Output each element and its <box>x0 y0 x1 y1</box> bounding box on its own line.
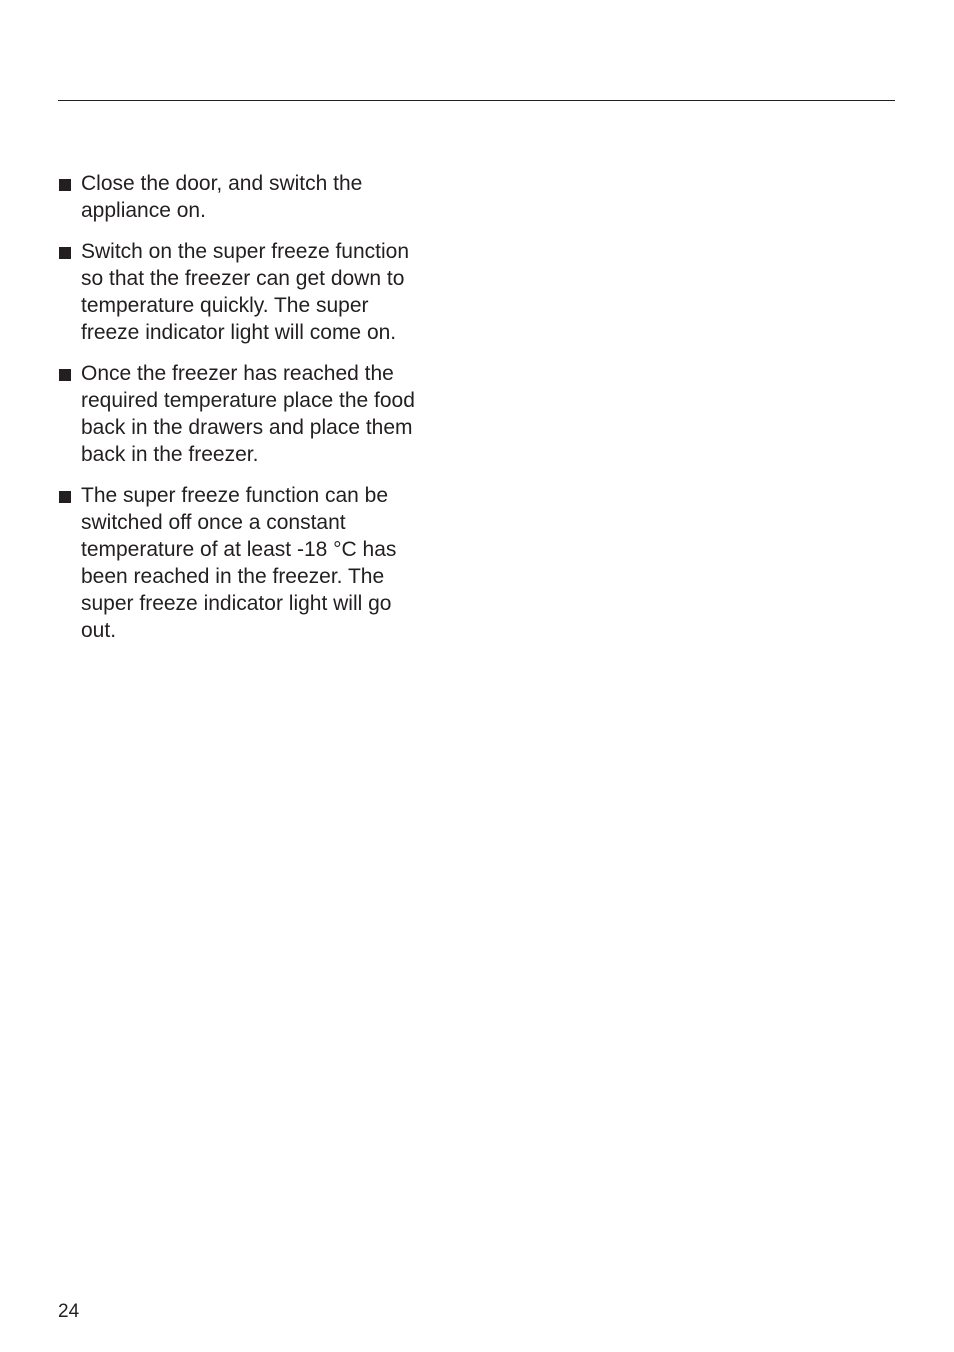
list-item-text: Switch on the super freeze function so that the freezer can get down to temperature quickly. The super freeze indicator light will come on. <box>81 240 410 344</box>
list-item <box>58 170 458 224</box>
square-bullet-icon <box>59 179 71 191</box>
instruction-list <box>58 170 458 658</box>
square-bullet-icon <box>59 247 71 259</box>
list-item <box>58 238 458 346</box>
page-number: 24 <box>58 1301 80 1322</box>
list-item-text: The super freeze function can be switched off once a constant temperature of at least -18 °C has been reached in the freezer. The super freeze indicator light will go out. <box>81 484 397 642</box>
list-item <box>58 360 458 468</box>
list-item-text: Close the door, and switch the appliance on. <box>81 172 363 222</box>
square-bullet-icon <box>59 491 71 503</box>
header-rule <box>58 100 895 101</box>
list-item <box>58 482 458 644</box>
list-item-text: Once the freezer has reached the required temperature place the food back in the drawers and place them back in the freezer. <box>81 362 415 466</box>
square-bullet-icon <box>59 369 71 381</box>
